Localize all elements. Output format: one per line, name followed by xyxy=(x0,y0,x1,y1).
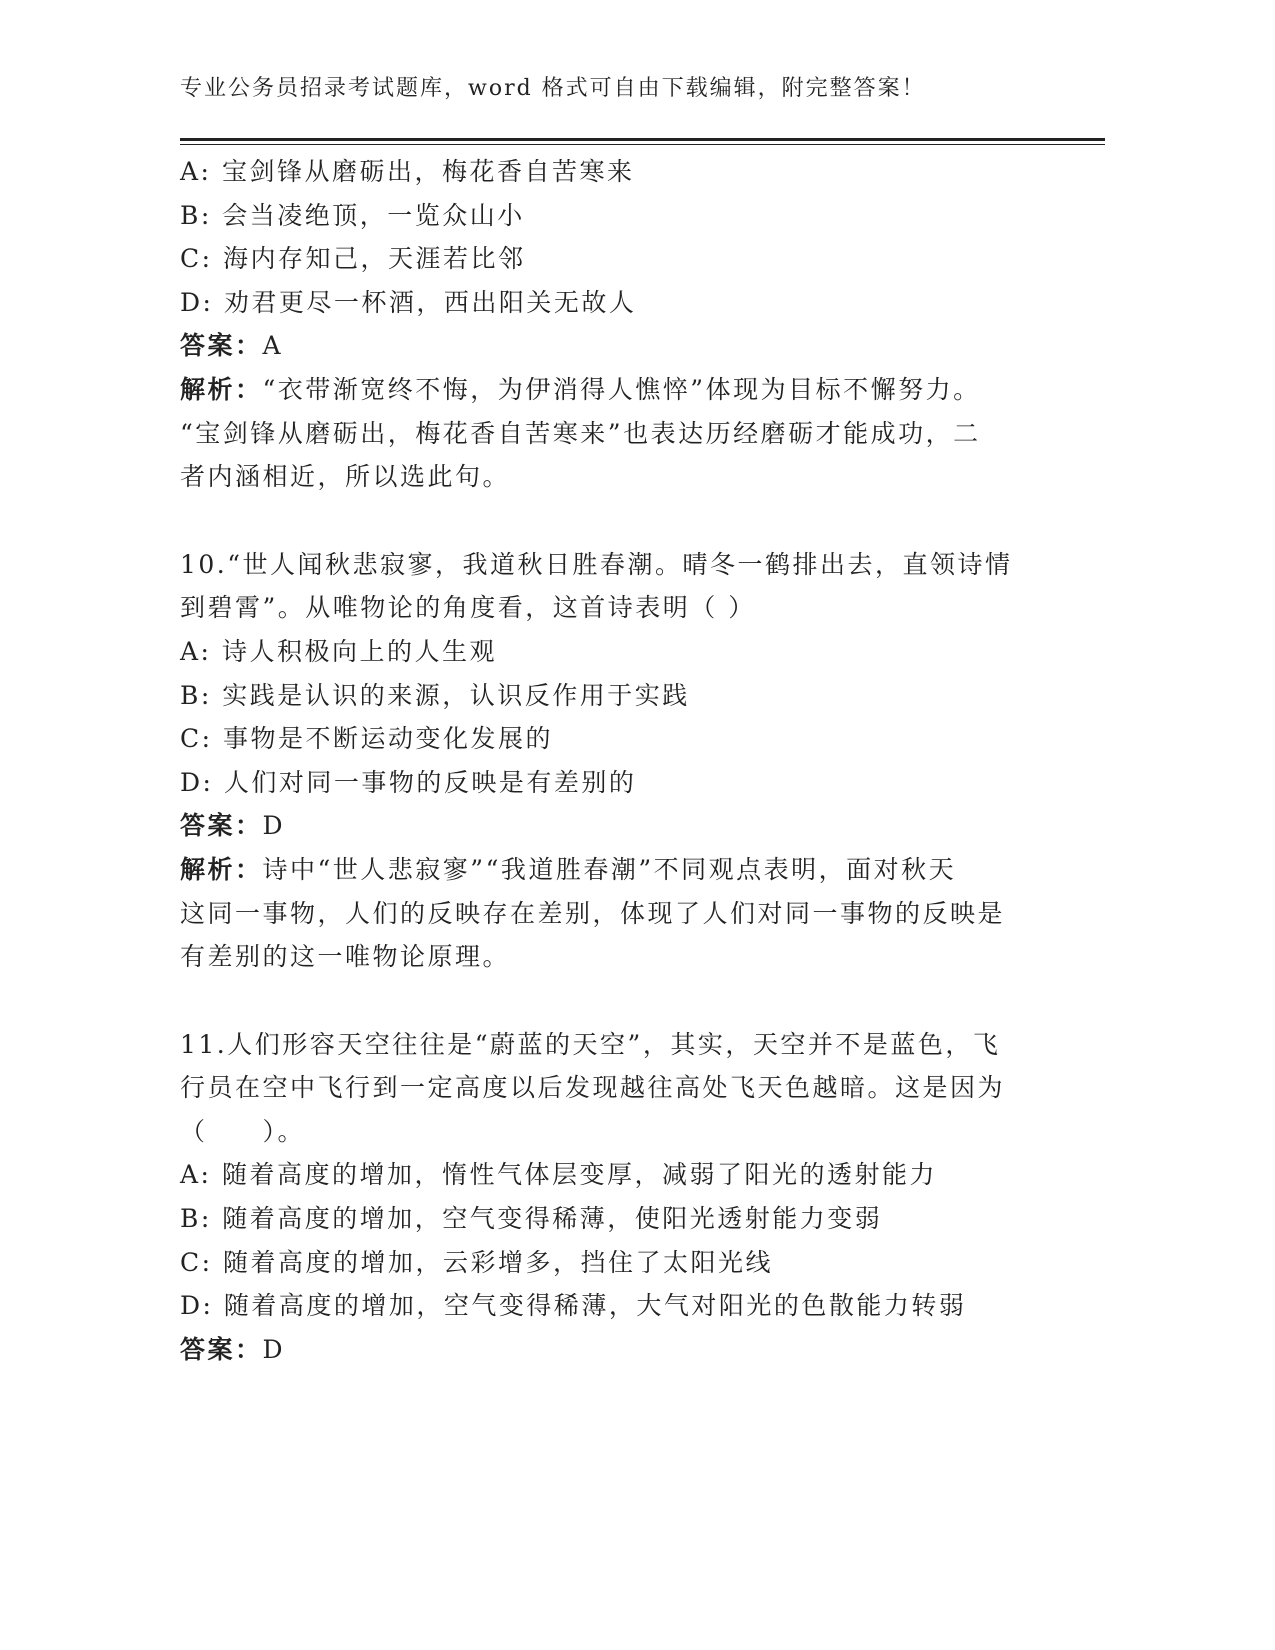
option-text: 事物是不断运动变化发展的 xyxy=(223,724,554,754)
analysis-label: 解析： xyxy=(180,374,263,404)
question-9 xyxy=(180,150,1040,499)
analysis-text: 诗中“世人悲寂寥”“我道胜春潮”不同观点表明，面对秋天 xyxy=(262,854,957,884)
analysis-text: “衣带渐宽终不悔，为伊消得人憔悴”体现为目标不懈努力。 xyxy=(262,374,981,404)
answer-label: 答案： xyxy=(180,811,263,841)
option-text: 随着高度的增加，空气变得稀薄，大气对阳光的色散能力转弱 xyxy=(223,1291,967,1321)
header-rule-thin xyxy=(180,144,1105,145)
option-text: 随着高度的增加，惰性气体层变厚，减弱了阳光的透射能力 xyxy=(221,1160,937,1190)
analysis-line-1 xyxy=(180,848,1040,892)
option-letter: D: xyxy=(180,767,214,797)
option-c xyxy=(180,717,1040,761)
option-letter: C: xyxy=(180,244,213,274)
analysis-line-1 xyxy=(180,368,1040,412)
question-stem-line-1: 10.“世人闻秋悲寂寥，我道秋日胜春潮。晴冬一鹤排出去，直领诗情 xyxy=(180,549,1013,579)
option-a xyxy=(180,150,1040,194)
header-rule-thick xyxy=(180,138,1105,141)
analysis-line-3: 者内涵相近，所以选此句。 xyxy=(180,462,511,492)
answer-value: D xyxy=(262,1334,286,1364)
question-stem-line-2: 行员在空中飞行到一定高度以后发现越往高处飞天色越暗。这是因为 xyxy=(180,1073,1006,1103)
answer-line xyxy=(180,324,1040,368)
answer-line xyxy=(180,1328,1040,1372)
answer-label: 答案： xyxy=(180,1334,263,1364)
option-letter: A: xyxy=(180,636,212,666)
analysis-label: 解析： xyxy=(180,854,263,884)
question-stem-line-1: 11.人们形容天空往往是“蔚蓝的天空”，其实，天空并不是蓝色，飞 xyxy=(180,1029,1001,1059)
option-a xyxy=(180,630,1040,674)
option-letter: B: xyxy=(180,200,212,230)
option-d xyxy=(180,761,1040,805)
option-letter: C: xyxy=(180,724,213,754)
option-letter: A: xyxy=(180,1160,212,1190)
question-stem-line-3: （ ）。 xyxy=(180,1116,306,1146)
option-text: 海内存知己，天涯若比邻 xyxy=(223,244,526,274)
option-d xyxy=(180,281,1040,325)
option-letter: D: xyxy=(180,1291,214,1321)
option-letter: B: xyxy=(180,680,212,710)
option-text: 宝剑锋从磨砺出，梅花香自苦寒来 xyxy=(221,157,635,186)
option-text: 劝君更尽一杯酒，西出阳关无故人 xyxy=(223,287,637,317)
option-b xyxy=(180,1197,1040,1241)
answer-value: A xyxy=(262,331,284,361)
option-text: 随着高度的增加，空气变得稀薄，使阳光透射能力变弱 xyxy=(222,1204,883,1234)
option-text: 会当凌绝顶，一览众山小 xyxy=(222,200,525,230)
option-c xyxy=(180,1241,1040,1285)
question-stem-line-2: 到碧霄”。从唯物论的角度看，这首诗表明（ ） xyxy=(180,593,756,623)
answer-line xyxy=(180,804,1040,848)
answer-value: D xyxy=(262,811,286,841)
option-letter: B: xyxy=(180,1204,212,1234)
option-text: 诗人积极向上的人生观 xyxy=(221,636,497,666)
option-letter: A: xyxy=(180,157,212,186)
question-11 xyxy=(180,1023,1040,1372)
option-d xyxy=(180,1284,1040,1328)
option-b xyxy=(180,674,1040,718)
page-header: 专业公务员招录考试题库，word 格式可自由下载编辑，附完整答案！ xyxy=(180,76,926,101)
option-text: 实践是认识的来源，认识反作用于实践 xyxy=(222,680,690,710)
analysis-line-2: “宝剑锋从磨砺出，梅花香自苦寒来”也表达历经磨砺才能成功，二 xyxy=(180,418,981,448)
option-text: 随着高度的增加，云彩增多，挡住了太阳光线 xyxy=(223,1247,774,1277)
option-c xyxy=(180,237,1040,281)
option-text: 人们对同一事物的反映是有差别的 xyxy=(223,767,637,797)
answer-label: 答案： xyxy=(180,331,263,361)
option-letter: D: xyxy=(180,287,214,317)
option-a xyxy=(180,1153,1040,1197)
option-b xyxy=(180,194,1040,238)
analysis-line-3: 有差别的这一唯物论原理。 xyxy=(180,942,511,972)
question-10 xyxy=(180,543,1040,979)
document-body xyxy=(180,150,1040,1371)
option-letter: C: xyxy=(180,1247,213,1277)
analysis-line-2: 这同一事物，人们的反映存在差别，体现了人们对同一事物的反映是 xyxy=(180,898,1006,928)
